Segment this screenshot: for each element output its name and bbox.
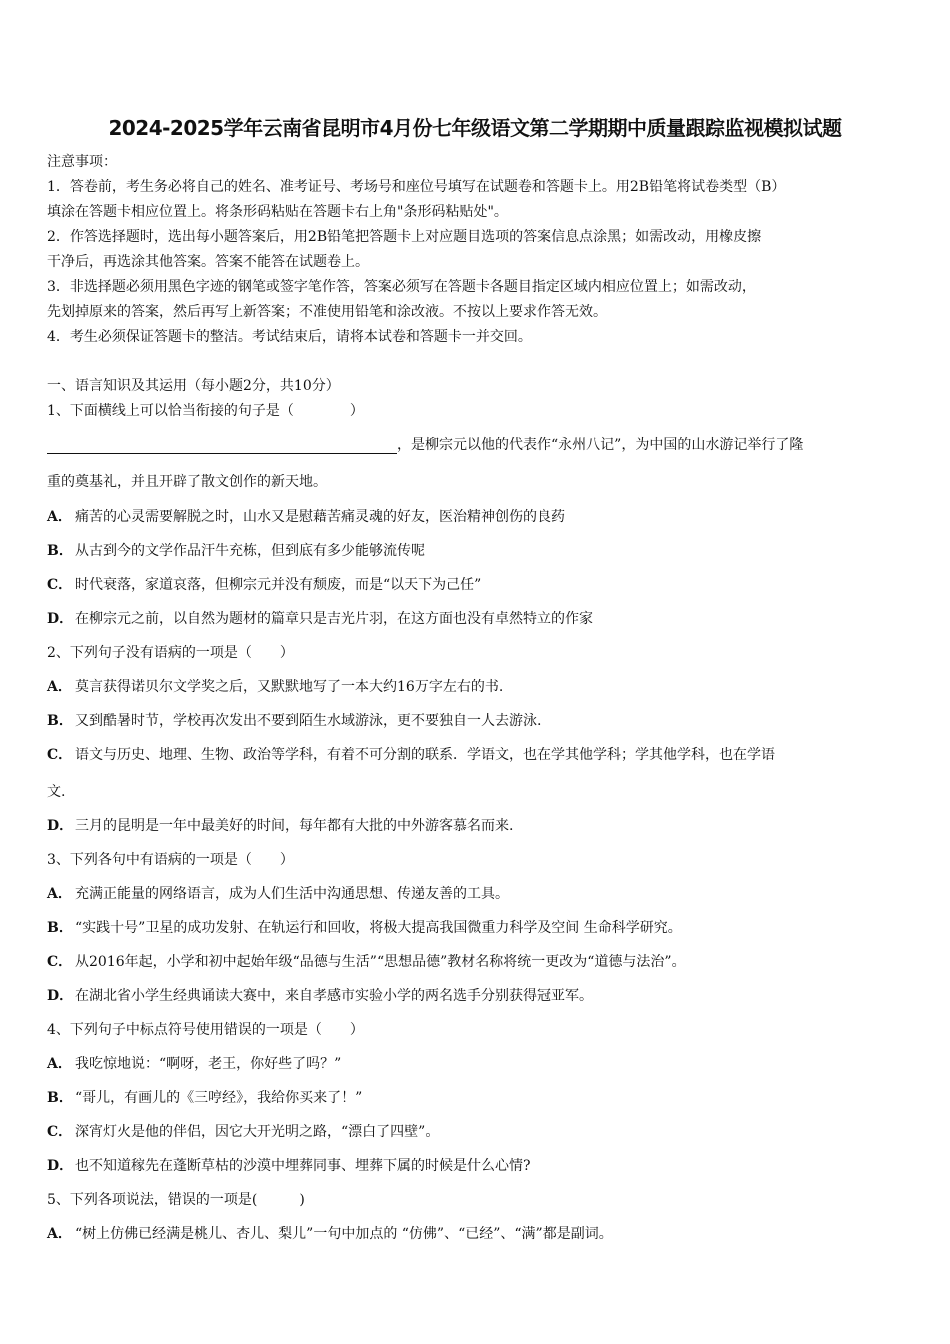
notice-block	[47, 150, 909, 350]
option-a	[47, 1053, 341, 1073]
option-c	[47, 1121, 439, 1141]
question-4-stem: 4、下列句子中标点符号使用错误的一项是（ ）	[47, 1022, 364, 1038]
option-text: 充满正能量的网络语言，成为人们生活中沟通思想、传递友善的工具。	[75, 886, 509, 902]
option-text: 文.	[47, 784, 66, 800]
option-d	[47, 1155, 531, 1175]
notice-line: 1．答卷前，考生务必将自己的姓名、准考证号、考场号和座位号填写在试题卷和答题卡上。用2B铅笔将试卷类型（B）	[47, 179, 786, 195]
option-b	[47, 540, 425, 560]
option-letter: C．	[47, 577, 73, 593]
option-text: “哥儿，有画儿的《三哼经》，我给你买来了！”	[75, 1090, 363, 1106]
section-heading: 一、语言知识及其运用（每小题2分，共10分）	[47, 378, 340, 394]
question-2-stem: 2、下列句子没有语病的一项是（ ）	[47, 645, 294, 661]
option-letter: D．	[47, 988, 74, 1004]
notice-line: 2．作答选择题时，选出每小题答案后，用2B铅笔把答题卡上对应题目选项的答案信息点涂黑；如需改动，用橡皮擦	[47, 229, 762, 245]
option-b	[47, 1087, 362, 1107]
option-b	[47, 917, 682, 937]
option-text: 从古到今的文学作品汗牛充栋，但到底有多少能够流传呢	[75, 543, 425, 559]
option-d	[47, 608, 593, 628]
option-d	[47, 815, 513, 835]
question-1-stem: 1、下面横线上可以恰当衔接的句子是（ ）	[47, 403, 364, 419]
question-1-text: ，是柳宗元以他的代表作“永州八记”，为中国的山水游记举行了隆	[397, 437, 804, 453]
option-letter: B．	[47, 1090, 73, 1106]
option-text: 时代衰落，家道哀落，但柳宗元并没有颓废，而是“以天下为己任”	[75, 577, 482, 593]
option-text: 从2016年起，小学和初中起始年级“品德与生活”“思想品德”教材名称将统一更改为“道德与法治”。	[75, 954, 686, 970]
option-letter: A．	[47, 509, 72, 525]
option-c	[47, 574, 481, 594]
option-letter: D．	[47, 818, 74, 834]
option-text: 在柳宗元之前，以自然为题材的篇章只是吉光片羽，在这方面也没有卓然特立的作家	[75, 611, 593, 627]
option-text: 我吃惊地说：“啊呀，老王，你好些了吗？”	[75, 1056, 342, 1072]
option-text: 在湖北省小学生经典诵读大赛中，来自孝感市实验小学的两名选手分别获得冠亚军。	[75, 988, 593, 1004]
option-a	[47, 676, 503, 696]
option-text: 深宵灯火是他的伴侣，因它大开光明之路，“漂白了四壁”。	[75, 1124, 440, 1140]
notice-line: 干净后，再选涂其他答案。答案不能答在试题卷上。	[47, 254, 369, 270]
option-letter: A．	[47, 679, 72, 695]
option-letter: C．	[47, 747, 73, 763]
option-c-cont	[47, 781, 65, 801]
option-a	[47, 506, 565, 526]
option-text: 三月的昆明是一年中最美好的时间，每年都有大批的中外游客慕名而来.	[75, 818, 514, 834]
option-text: “树上仿佛已经满是桃儿、杏儿、梨儿”一句中加点的 “仿佛”、“已经”、“满”都是副词。	[75, 1226, 613, 1242]
option-letter: B．	[47, 920, 73, 936]
option-c	[47, 744, 775, 764]
question-1-blank-line	[47, 434, 803, 454]
option-letter: B．	[47, 543, 73, 559]
option-letter: C．	[47, 954, 73, 970]
page-title: 2024-2025学年云南省昆明市4月份七年级语文第二学期期中质量跟踪监视模拟试题	[108, 116, 842, 140]
option-text: 又到酷暑时节，学校再次发出不要到陌生水域游泳，更不要独自一人去游泳.	[75, 713, 542, 729]
option-b	[47, 710, 541, 730]
option-a	[47, 883, 509, 903]
option-letter: A．	[47, 1226, 72, 1242]
notice-line: 填涂在答题卡相应位置上。将条形码粘贴在答题卡右上角"条形码粘贴处"。	[47, 204, 508, 220]
option-text: 莫言获得诺贝尔文学奖之后，又默默地写了一本大约16万字左右的书.	[75, 679, 504, 695]
option-c	[47, 951, 686, 971]
notice-line: 3．非选择题必须用黑色字迹的钢笔或签字笔作答，答案必须写在答题卡各题目指定区域内相应位置上；如需改动，	[47, 279, 756, 295]
option-letter: A．	[47, 1056, 72, 1072]
option-a	[47, 1223, 613, 1243]
option-letter: B．	[47, 713, 73, 729]
option-text: 痛苦的心灵需要解脱之时，山水又是慰藉苦痛灵魂的好友，医治精神创伤的良药	[75, 509, 565, 525]
option-letter: C．	[47, 1124, 73, 1140]
notice-line: 先划掉原来的答案，然后再写上新答案；不准使用铅笔和涂改液。不按以上要求作答无效。	[47, 304, 607, 320]
question-3-stem: 3、下列各句中有语病的一项是（ ）	[47, 852, 294, 868]
option-text: “实践十号”卫星的成功发射、在轨运行和回收，将极大提高我国微重力科学及空间 生命科学研究。	[75, 920, 682, 936]
answer-blank	[47, 439, 397, 454]
option-letter: D．	[47, 1158, 74, 1174]
notice-heading: 注意事项：	[47, 154, 117, 170]
option-letter: A．	[47, 886, 72, 902]
option-text: 也不知道稼先在蓬断草枯的沙漠中埋葬同事、埋葬下属的时候是什么心情?	[75, 1158, 531, 1174]
notice-line: 4．考生必须保证答题卡的整洁。考试结束后，请将本试卷和答题卡一并交回。	[47, 329, 532, 345]
option-d	[47, 985, 593, 1005]
question-1-text-cont: 重的奠基礼，并且开辟了散文创作的新天地。	[47, 474, 327, 490]
option-letter: D．	[47, 611, 74, 627]
question-5-stem: 5、下列各项说法，错误的一项是( )	[47, 1192, 305, 1208]
option-text: 语文与历史、地理、生物、政治等学科，有着不可分割的联系．学语文，也在学其他学科；学其他学科，也在学语	[75, 747, 775, 763]
